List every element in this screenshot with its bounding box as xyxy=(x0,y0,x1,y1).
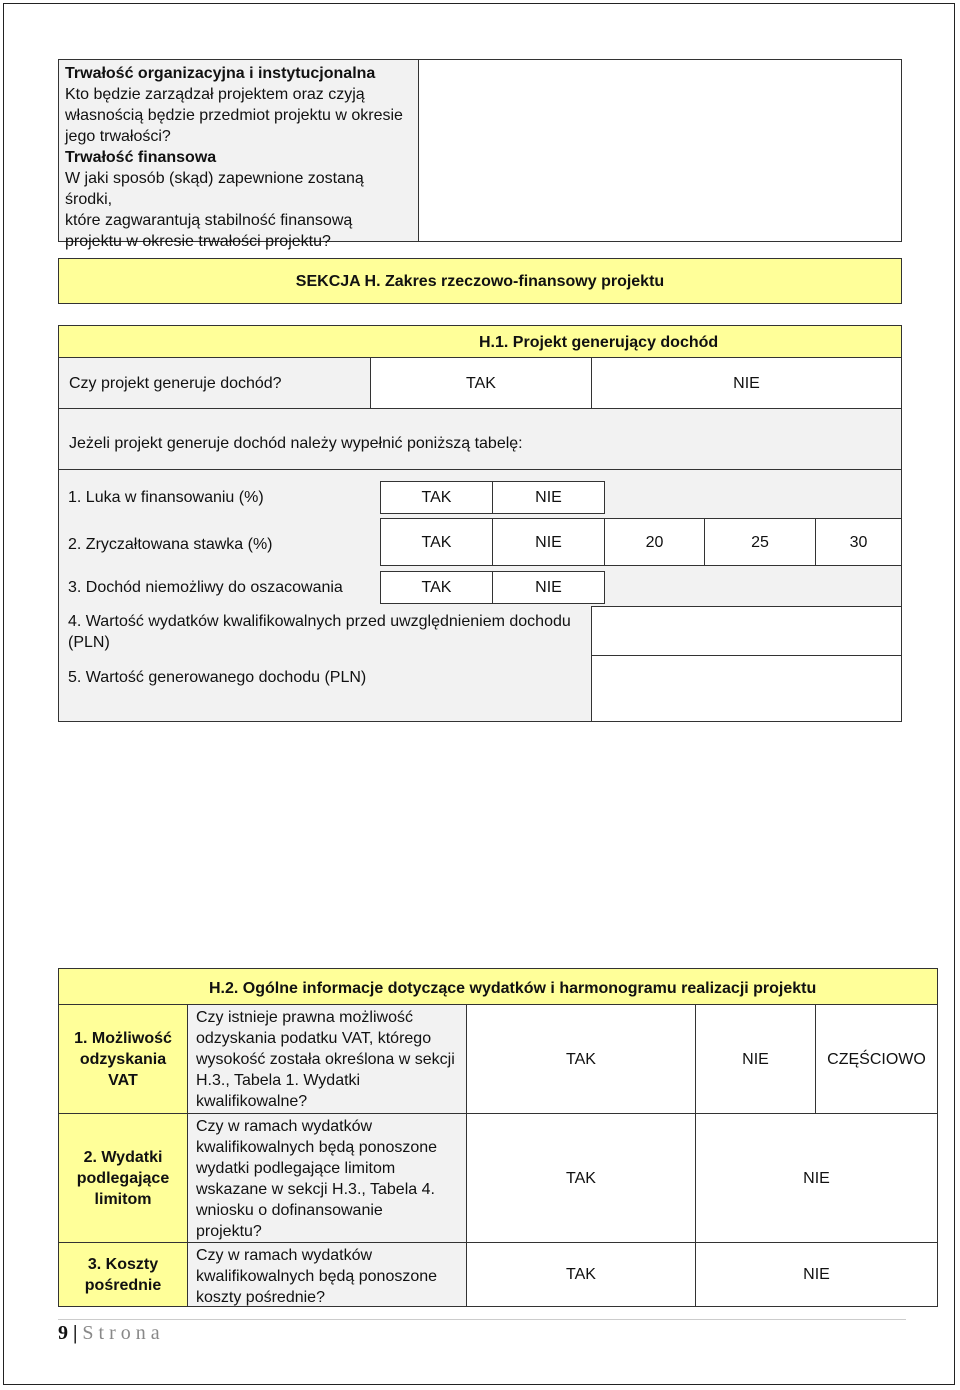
h1-row1-label: 1. Luka w finansowaniu (%) xyxy=(68,488,264,506)
h1-row5-value-field[interactable] xyxy=(591,655,902,722)
section-h-title: SEKCJA H. Zakres rzeczowo-finansowy projektu xyxy=(58,258,902,304)
h2-row1-partial[interactable]: CZĘŚCIOWO xyxy=(815,1004,938,1114)
h1-row2-rate-25[interactable]: 25 xyxy=(704,518,816,566)
h1-title: H.1. Projekt generujący dochód xyxy=(479,334,719,351)
h1-row3-yes[interactable]: TAK xyxy=(380,571,493,604)
page-number: 9 xyxy=(58,1322,68,1344)
h2-row2-no[interactable]: NIE xyxy=(695,1113,938,1243)
h2-title: H.2. Ogólne informacje dotyczące wydatków i harmonogramu realizacji projektu xyxy=(209,980,817,997)
h1-row2-yes[interactable]: TAK xyxy=(380,518,493,566)
h2-row3-question: Czy w ramach wydatków kwalifikowalnych będą ponoszone koszty pośrednie? xyxy=(187,1242,467,1307)
h1-row5-label: 5. Wartość generowanego dochodu (PLN) xyxy=(68,668,367,686)
h2-row1-question: Czy istnieje prawna możliwość odzyskania podatku VAT, którego wysokość została określona w sekcji H.3., Tabela 1. Wydatki kwalifikowalne? xyxy=(187,1004,467,1114)
h1-row2-label: 2. Zryczałtowana stawka (%) xyxy=(68,535,273,553)
h1-question xyxy=(58,357,371,409)
h1-question-text: Czy projekt generuje dochód? xyxy=(69,374,282,392)
h2-row3-no[interactable]: NIE xyxy=(695,1242,938,1307)
h2-row3-yes[interactable]: TAK xyxy=(466,1242,696,1307)
h1-no-option[interactable]: NIE xyxy=(591,357,902,409)
h1-row1-yes[interactable]: TAK xyxy=(380,481,493,514)
h1-row3-no[interactable]: NIE xyxy=(492,571,605,604)
org-sustainability-question: Kto będzie zarządzał projektem oraz czyją własnością będzie przedmiot projektu w okresie jego trwałości? xyxy=(65,86,403,145)
h1-instruction-row xyxy=(58,408,902,470)
h1-row2-rate-20[interactable]: 20 xyxy=(604,518,705,566)
h1-row2-no[interactable]: NIE xyxy=(492,518,605,566)
h1-row1-no[interactable]: NIE xyxy=(492,481,605,514)
h2-row2-yes[interactable]: TAK xyxy=(466,1113,696,1243)
h2-header xyxy=(58,968,938,1005)
h1-row2-rate-30[interactable]: 30 xyxy=(815,518,902,566)
h2-row1-yes[interactable]: TAK xyxy=(466,1004,696,1114)
sustainability-answer-field[interactable] xyxy=(418,59,902,242)
sustainability-question-cell xyxy=(58,59,419,250)
h2-row3-label: 3. Koszty pośrednie xyxy=(58,1242,188,1307)
footer-divider xyxy=(58,1319,906,1320)
h1-yes-option[interactable]: TAK xyxy=(370,357,592,409)
h2-row2-question: Czy w ramach wydatków kwalifikowalnych będą ponoszone wydatki podlegające limitom wskazane w sekcji H.3., Tabela 4. wniosku o dofinansowanie projektu? xyxy=(187,1113,467,1243)
h1-row4-value-field[interactable] xyxy=(591,606,902,656)
h2-row1-no[interactable]: NIE xyxy=(695,1004,816,1114)
h1-row4-label: 4. Wartość wydatków kwalifikowalnych przed uwzględnieniem dochodu (PLN) xyxy=(68,613,571,651)
h1-row3-label: 3. Dochód niemożliwy do oszacowania xyxy=(68,578,343,596)
footer-separator: | xyxy=(73,1322,78,1344)
fin-sustainability-title: Trwałość finansowa xyxy=(65,149,217,166)
page-footer xyxy=(58,1322,358,1348)
h2-row1-label: 1. Możliwość odzyskania VAT xyxy=(58,1004,188,1114)
fin-sustainability-question: W jaki sposób (skąd) zapewnione zostaną środki, które zagwarantują stabilność finansową projektu w okresie trwałości projektu? xyxy=(65,170,364,250)
h2-row2-label: 2. Wydatki podlegające limitom xyxy=(58,1113,188,1243)
h1-header xyxy=(58,325,902,358)
h1-instruction: Jeżeli projekt generuje dochód należy wypełnić poniższą tabelę: xyxy=(69,435,523,452)
org-sustainability-title: Trwałość organizacyjna i instytucjonalna xyxy=(65,65,376,82)
page-label: Strona xyxy=(82,1322,165,1344)
